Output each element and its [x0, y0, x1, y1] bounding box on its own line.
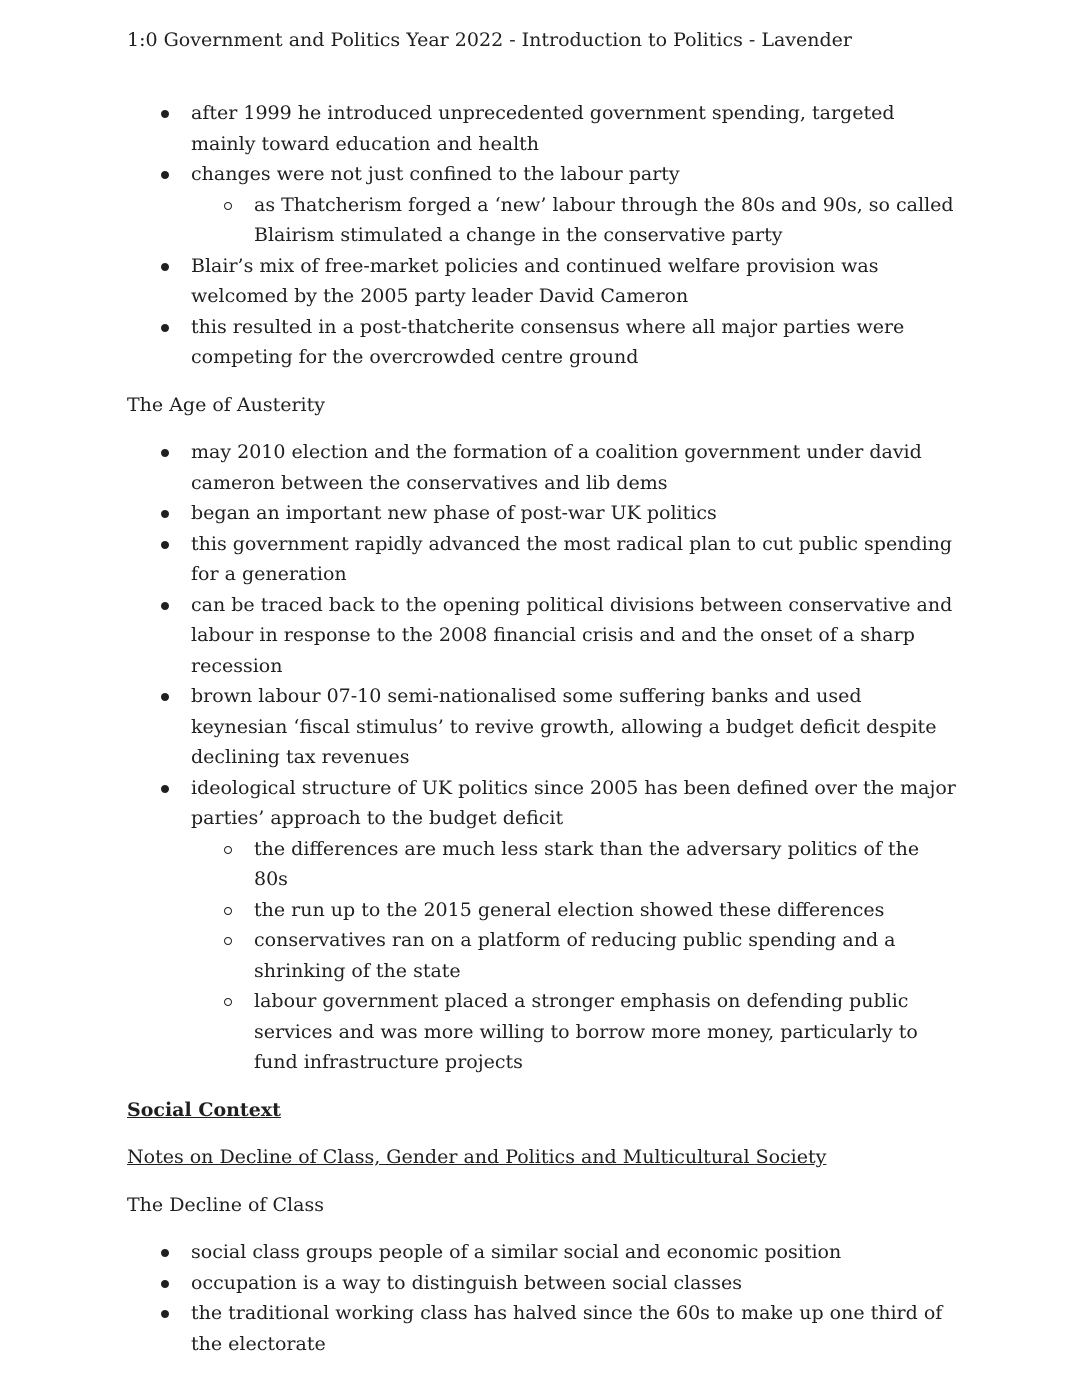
sub-list-item: the run up to the 2015 general election showed these differences: [254, 895, 957, 926]
bullet-icon: [161, 541, 169, 549]
bullet-icon: [161, 263, 169, 271]
document-body: [127, 98, 957, 1359]
section-heading-austerity: The Age of Austerity: [127, 393, 325, 416]
list-item: may 2010 election and the formation of a coalition government under david cameron between the conservatives and lib dems: [191, 437, 957, 498]
bullet-icon: [161, 510, 169, 518]
list-item: occupation is a way to distinguish between social classes: [191, 1268, 957, 1299]
bullet-list: [127, 1237, 957, 1359]
notes-link[interactable]: Notes on Decline of Class, Gender and Politics and Multicultural Society: [127, 1146, 827, 1168]
list-item: social class groups people of a similar social and economic position: [191, 1237, 957, 1268]
section-heading-social-context: Social Context: [127, 1098, 281, 1121]
list-item: ideological structure of UK politics since 2005 has been defined over the major parties’ approach to the budget deficit the differences are much less stark than the adversary politics of the 80s the run up to the 2015 general election showed these differences conservatives ran on a platform of reducing public spending and a shrinking of the state labour government placed a stronger emphasis on defending public services and was more willing to borrow more money, particularly to fund infrastructure projects: [191, 773, 957, 1078]
list-item: changes were not just confined to the labour party as Thatcherism forged a ‘new’ labour through the 80s and 90s, so called Blairism stimulated a change in the conservative party: [191, 159, 957, 251]
bullet-list: [127, 437, 957, 1078]
hollow-bullet-icon: [224, 846, 232, 854]
sub-bullet-list: [191, 834, 957, 1078]
list-item: can be traced back to the opening political divisions between conservative and labour in response to the 2008 financial crisis and and the onset of a sharp recession: [191, 590, 957, 682]
list-item: after 1999 he introduced unprecedented government spending, targeted mainly toward education and health: [191, 98, 957, 159]
bullet-icon: [161, 1249, 169, 1257]
hollow-bullet-icon: [224, 202, 232, 210]
document-header: 1:0 Government and Politics Year 2022 - Introduction to Politics - Lavender: [127, 29, 852, 51]
hollow-bullet-icon: [224, 937, 232, 945]
sub-list-item: as Thatcherism forged a ‘new’ labour through the 80s and 90s, so called Blairism stimulated a change in the conservative party: [254, 190, 957, 251]
section-heading-decline-of-class: The Decline of Class: [127, 1193, 324, 1216]
sub-bullet-list: [191, 190, 957, 251]
bullet-icon: [161, 110, 169, 118]
hollow-bullet-icon: [224, 998, 232, 1006]
list-item: began an important new phase of post-war UK politics: [191, 498, 957, 529]
list-item: this resulted in a post-thatcherite consensus where all major parties were competing for the overcrowded centre ground: [191, 312, 957, 373]
bullet-list: [127, 98, 957, 373]
sub-list-item: labour government placed a stronger emphasis on defending public services and was more willing to borrow more money, particularly to fund infrastructure projects: [254, 986, 957, 1078]
bullet-icon: [161, 449, 169, 457]
hollow-bullet-icon: [224, 907, 232, 915]
list-item: Blair’s mix of free-market policies and continued welfare provision was welcomed by the 2005 party leader David Cameron: [191, 251, 957, 312]
bullet-icon: [161, 602, 169, 610]
list-item: brown labour 07-10 semi-nationalised some suffering banks and used keynesian ‘fiscal stimulus’ to revive growth, allowing a budget deficit despite declining tax revenues: [191, 681, 957, 773]
sub-list-item: the differences are much less stark than the adversary politics of the 80s: [254, 834, 957, 895]
bullet-icon: [161, 693, 169, 701]
bullet-icon: [161, 324, 169, 332]
bullet-icon: [161, 1280, 169, 1288]
bullet-icon: [161, 785, 169, 793]
bullet-icon: [161, 171, 169, 179]
bullet-icon: [161, 1310, 169, 1318]
list-item: this government rapidly advanced the most radical plan to cut public spending for a generation: [191, 529, 957, 590]
list-item: the traditional working class has halved since the 60s to make up one third of the electorate: [191, 1298, 957, 1359]
sub-list-item: conservatives ran on a platform of reducing public spending and a shrinking of the state: [254, 925, 957, 986]
